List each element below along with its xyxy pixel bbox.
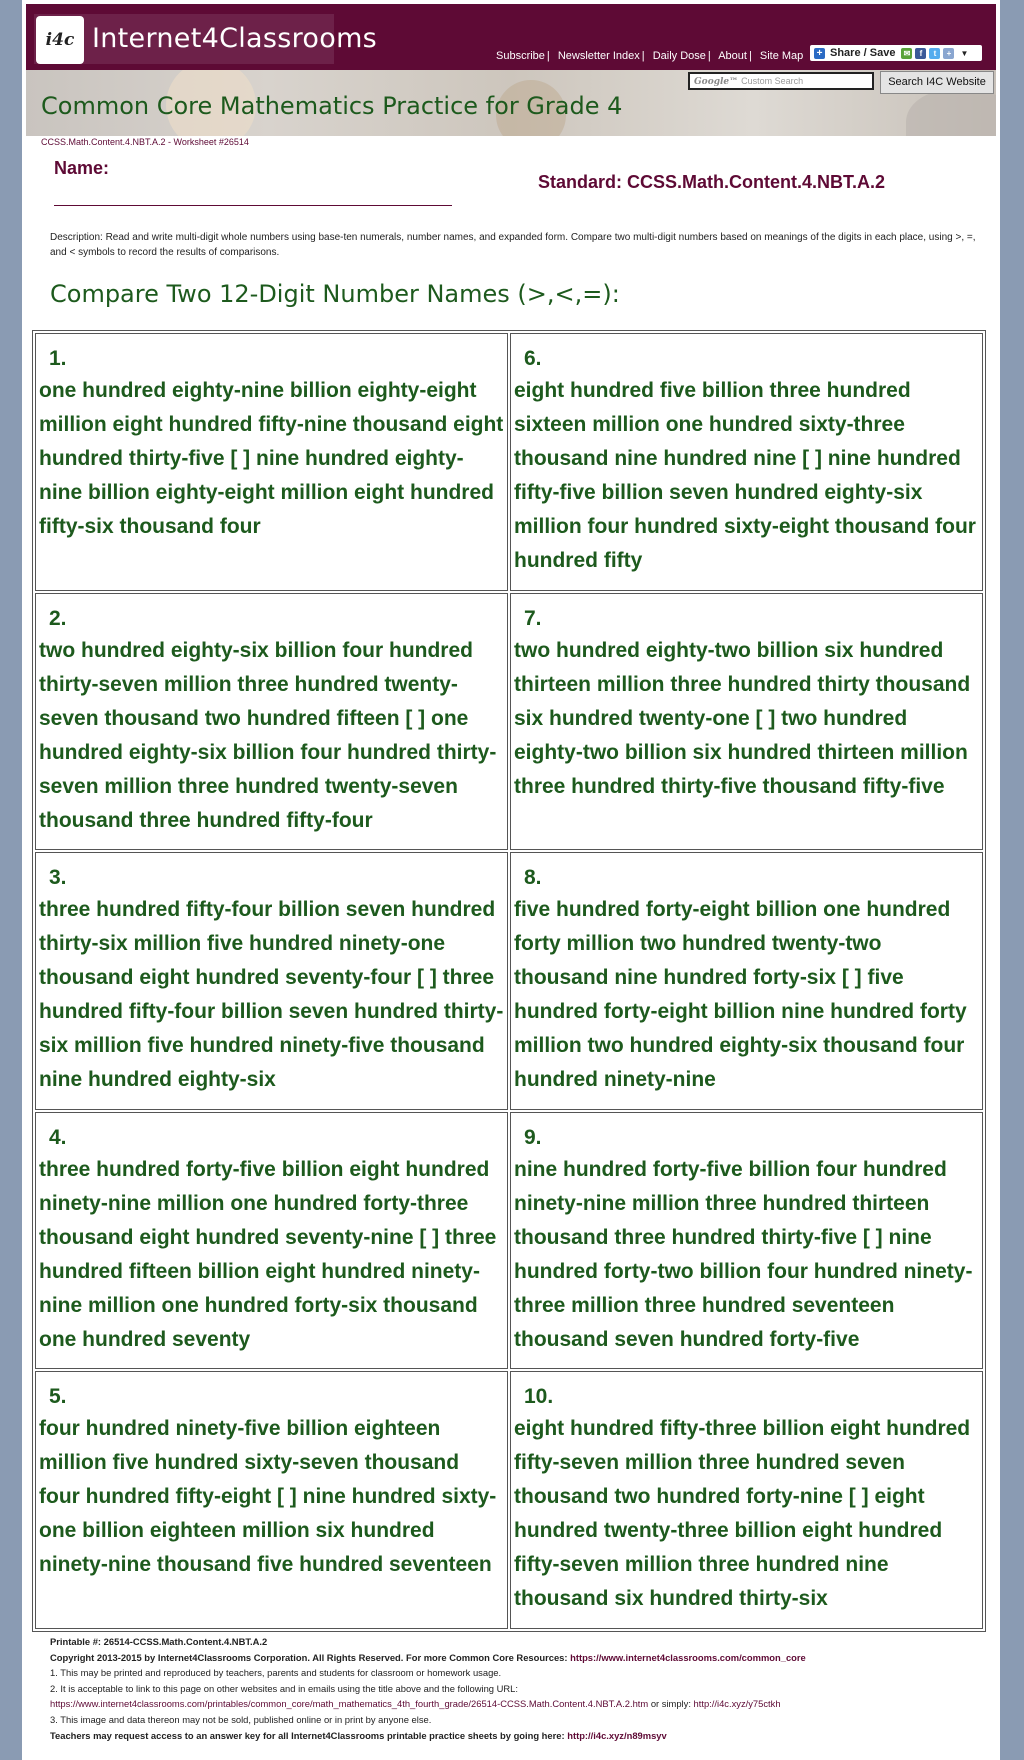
problem-number: 10. [524,1385,554,1409]
twitter-icon[interactable]: t [929,48,940,59]
usage-note-2: 2. It is acceptable to link to this page on other websites and in emails using the title above and the following URL: [50,1682,518,1694]
chevron-down-icon[interactable]: ▼ [960,48,969,58]
problem-cell [35,333,508,591]
email-share-icon[interactable]: ✉ [901,48,912,59]
share-save-button[interactable] [810,45,982,61]
problem-text: three hundred forty-five billion eight hundred ninety-nine million one hundred forty-three thousand eight hundred seventy-nine [ ] three hundred fifteen billion eight hundred ninety-nine million one hundred forty-six thousand one hundred seventy [39,1157,497,1351]
problem-number: 1. [49,347,67,370]
footer [50,1634,990,1743]
i4c-logo-icon [36,16,84,64]
top-nav: Subscribe | Newsletter Index | Daily Dose | About | Site Map [496,50,804,62]
problem-number: 4. [49,1125,67,1149]
description: Description: Read and write multi-digit whole numbers using base-ten numerals, number names, and expanded form. Compare two multi-digit numbers based on meanings of the digits in each place, using >, =, and < symbols to record the results of comparisons. [50,232,976,258]
banner-photo-decoration [906,90,996,136]
problem-cell [510,593,983,851]
nav-site-map[interactable]: Site Map [759,50,804,62]
breadcrumb: CCSS.Math.Content.4.NBT.A.2 - Worksheet #26514 [41,137,249,147]
nav-about[interactable]: About [718,50,747,62]
logo-mark: i4c [45,30,75,50]
share-label: Share / Save [830,47,896,59]
nav-daily-dose[interactable]: Daily Dose [652,50,706,62]
nav-subscribe[interactable]: Subscribe [496,50,545,62]
problem-text: three hundred fifty-four billion seven hundred thirty-six million five hundred ninety-one thousand eight hundred seventy-four [ ] three hundred fifty-four billion seven hundred thirty-six million five hundred ninety-five thousand nine hundred eighty-six [39,898,504,1092]
problem-text: two hundred eighty-six billion four hundred thirty-seven million three hundred twenty-seven thousand two hundred fifteen [ ] one hundred eighty-six billion four hundred thirty-seven million three hundred twenty-seven thousand three hundred fifty-four [39,638,497,832]
usage-note-1: 1. This may be printed and reproduced by teachers, parents and students for classroom or homework usage. [50,1667,502,1679]
page-url-link[interactable]: https://www.internet4classrooms.com/printables/common_core/math_mathematics_4th_fourth_grade/26514-CCSS.Math.Content.4.NBT.A.2.htm [50,1698,649,1710]
problem-text: five hundred forty-eight billion one hundred forty million two hundred twenty-two thousand nine hundred forty-six [ ] five hundred forty-eight billion nine hundred forty million two hundred eighty-six thousand four hundred ninety-nine [514,898,967,1092]
facebook-icon[interactable]: f [915,48,926,59]
problem-number: 9. [524,1125,542,1149]
search-button[interactable]: Search I4C Website [880,71,994,94]
printable-number: Printable #: 26514-CCSS.Math.Content.4.NBT.A.2 [50,1636,268,1647]
problem-number: 3. [49,866,67,890]
usage-note-3: 3. This image and data thereon may not be sold, published online or in print by anyone else. [50,1713,432,1725]
logo[interactable] [34,14,378,64]
problem-text: eight hundred fifty-three billion eight hundred fifty-seven million three hundred seven thousand two hundred forty-nine [ ] eight hundred twenty-three billion eight hundred fifty-seven million three hundred nine thousand six hundred thirty-six [514,1417,971,1611]
problem-number: 2. [49,606,67,630]
problem-cell [510,1371,983,1629]
answer-key-line [50,1728,990,1744]
problem-cell [35,593,508,851]
common-core-link[interactable]: https://www.internet4classrooms.com/common_core [570,1651,806,1663]
page-title: Common Core Mathematics Practice for Grade 4 [41,92,623,120]
problem-text: nine hundred forty-five billion four hundred ninety-nine million three hundred thirteen thousand three hundred thirty-five [ ] nine hundred forty-two billion four hundred ninety-three million three hundred seventeen thousand seven hundred forty-five [514,1157,973,1351]
answer-key-link[interactable]: http://i4c.xyz/n89msyv [567,1729,667,1741]
name-label: Name: [54,158,110,178]
site-header [26,4,996,70]
url-line [50,1696,990,1712]
logo-text: Internet4Classrooms [92,23,378,54]
copyright [50,1650,990,1666]
search-input[interactable] [688,72,874,90]
problem-cell [35,1371,508,1629]
problem-number: 7. [524,606,542,630]
problem-cell [35,852,508,1110]
copyright-text: Copyright 2013-2015 by Internet4Classrooms Corporation. All Rights Reserved. For more Common Core Resources: [50,1651,568,1663]
search-placeholder: Custom Search [741,76,804,86]
problem-number: 5. [49,1385,67,1409]
plus-icon: + [814,48,825,59]
problem-text: two hundred eighty-two billion six hundred thirteen million three hundred thirty thousand six hundred twenty-one [ ] two hundred eighty-two billion six hundred thirteen million three hundred thirty-five thousand fifty-five [514,638,971,798]
problem-cell [35,1112,508,1370]
problem-text: eight hundred five billion three hundred sixteen million one hundred sixty-three thousand nine hundred nine [ ] nine hundred fifty-five billion seven hundred eighty-six million four hundred sixty-eight thousand four hundred fifty [514,379,976,572]
or-simply-text: or simply: [650,1698,691,1710]
short-url-link[interactable]: http://i4c.xyz/y75ctkh [693,1698,781,1710]
google-logo: Google™ [694,77,739,87]
problem-number: 6. [524,347,542,370]
problem-text: one hundred eighty-nine billion eighty-eight million eight hundred fifty-nine thousand eight hundred thirty-five [ ] nine hundred eighty-nine billion eighty-eight million eight hundred fifty-six thousand four [39,379,504,538]
problem-cell [510,1112,983,1370]
page [22,0,1000,1760]
more-share-icon[interactable]: + [943,48,954,59]
problem-text: four hundred ninety-five billion eighteen million five hundred sixty-seven thousand four hundred fifty-eight [ ] nine hundred sixty-one billion eighteen million six hundred ninety-nine thousand five hundred seventeen [39,1417,497,1577]
problem-number: 8. [524,866,542,890]
nav-newsletter-index[interactable]: Newsletter Index [557,50,640,62]
name-line [54,205,452,206]
answer-key-text: Teachers may request access to an answer key for all Internet4Classrooms printable practice sheets by going here: [50,1729,565,1741]
problems-table [32,330,986,1632]
problem-cell [510,333,983,591]
section-title: Compare Two 12-Digit Number Names (>,<,=): [50,280,620,308]
standard-label: Standard: CCSS.Math.Content.4.NBT.A.2 [538,172,886,192]
problem-cell [510,852,983,1110]
